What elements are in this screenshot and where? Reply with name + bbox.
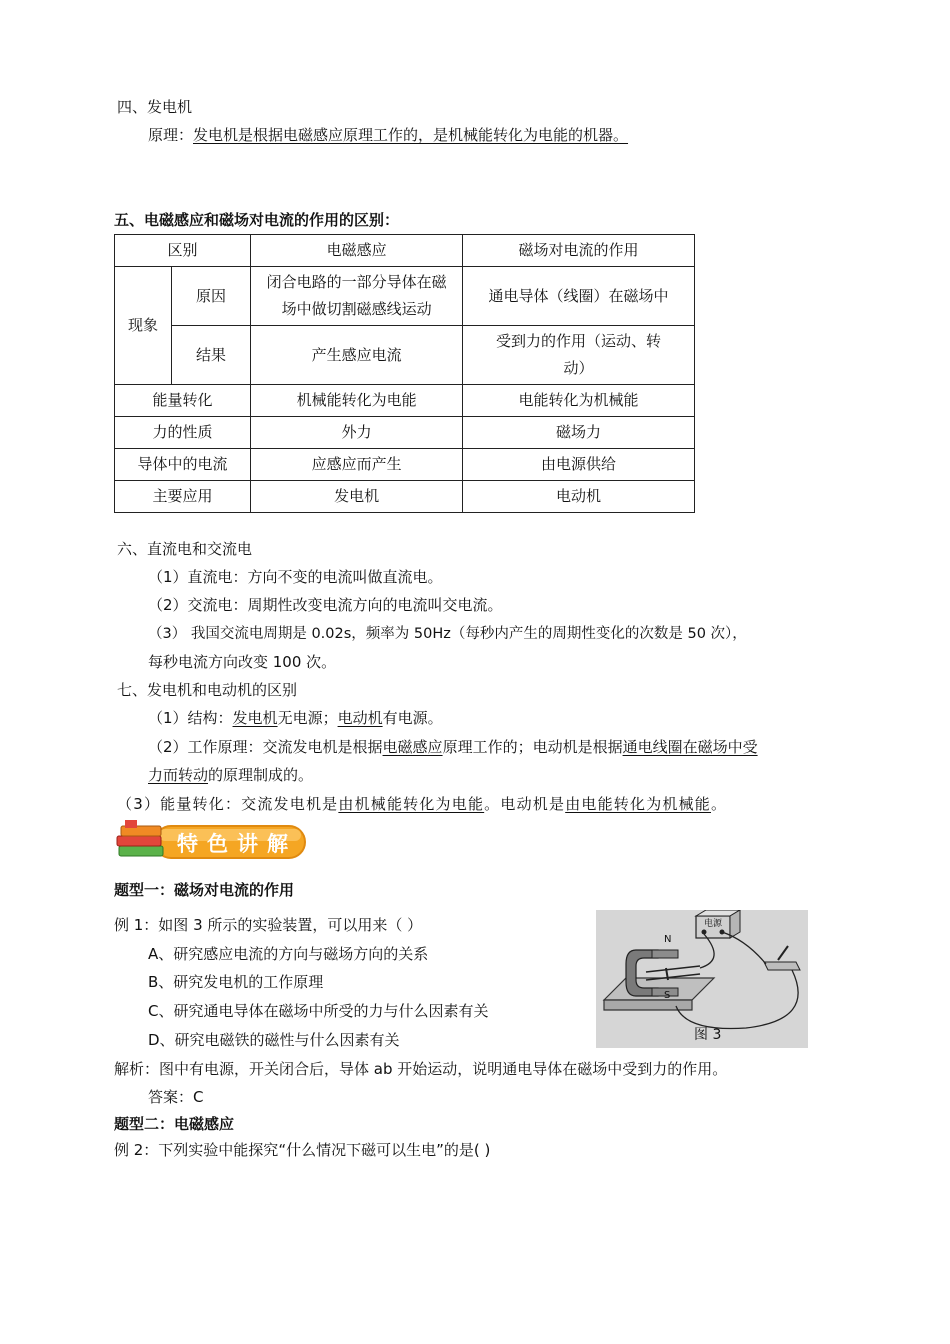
table-cell-phenomenon: 现象 bbox=[115, 267, 172, 385]
table-cell: 主要应用 bbox=[115, 481, 251, 513]
table-cell: 由电源供给 bbox=[463, 449, 695, 481]
sec6-item1: （1）直流电：方向不变的电流叫做直流电。 bbox=[148, 568, 443, 586]
q1-stem: 例 1：如图 3 所示的实验装置，可以用来（ ） bbox=[114, 916, 423, 934]
table-cell: 产生感应电流 bbox=[251, 326, 463, 385]
underline-motor: 电动机 bbox=[337, 709, 383, 727]
sec6-item3-line2: 每秒电流方向改变 100 次。 bbox=[148, 653, 337, 671]
figure-n-label: N bbox=[664, 934, 672, 945]
table-cell: 受到力的作用（运动、转动） bbox=[463, 326, 695, 385]
text-span: 。电动机是 bbox=[484, 795, 566, 813]
q1-option-a: A、研究感应电流的方向与磁场方向的关系 bbox=[148, 945, 429, 963]
table-cell: 发电机 bbox=[251, 481, 463, 513]
table-row bbox=[115, 326, 695, 385]
sec7-item1 bbox=[148, 707, 443, 728]
sec7-item2-line2 bbox=[148, 764, 313, 785]
table-cell: 闭合电路的一部分导体在磁场中做切割磁感线运动 bbox=[251, 267, 463, 326]
underline-text: 力而转动 bbox=[148, 766, 209, 784]
q1-option-c: C、研究通电导体在磁场中所受的力与什么因素有关 bbox=[148, 1002, 489, 1020]
text-span: （2）工作原理：交流发电机是根据 bbox=[148, 738, 383, 756]
table-cell: 电动机 bbox=[463, 481, 695, 513]
q2-type-title: 题型二：电磁感应 bbox=[114, 1115, 235, 1133]
sec7-title: 七、发电机和电动机的区别 bbox=[117, 681, 298, 699]
text-span: 的原理制成的。 bbox=[208, 766, 314, 784]
sec4-title: 四、发电机 bbox=[117, 98, 193, 116]
table-cell: 磁场力 bbox=[463, 417, 695, 449]
text-span: 无电源； bbox=[277, 709, 338, 727]
table-cell: 应感应而产生 bbox=[251, 449, 463, 481]
table-row bbox=[115, 481, 695, 513]
table-cell: 机械能转化为电能 bbox=[251, 385, 463, 417]
table-cell: 外力 bbox=[251, 417, 463, 449]
figure-power-label: 电源 bbox=[704, 919, 723, 929]
sec6-item2: （2）交流电：周期性改变电流方向的电流叫交电流。 bbox=[148, 596, 503, 614]
q1-option-d: D、研究电磁铁的磁性与什么因素有关 bbox=[148, 1031, 400, 1049]
table-cell-result-label: 结果 bbox=[172, 326, 251, 385]
table-row bbox=[115, 449, 695, 481]
q1-option-b: B、研究发电机的工作原理 bbox=[148, 973, 324, 991]
table-cell-cause-label: 原因 bbox=[172, 267, 251, 326]
figure-s-label: S bbox=[664, 990, 671, 1001]
text-span: （3）能量转化：交流发电机是 bbox=[117, 795, 339, 813]
table-row bbox=[115, 417, 695, 449]
sec5-title: 五、电磁感应和磁场对电流的作用的区别： bbox=[114, 211, 400, 229]
table-cell: 导体中的电流 bbox=[115, 449, 251, 481]
text-span: 。 bbox=[711, 795, 728, 813]
table-header-cell: 磁场对电流的作用 bbox=[463, 235, 695, 267]
sec6-title: 六、直流电和交流电 bbox=[117, 540, 253, 558]
table-cell: 力的性质 bbox=[115, 417, 251, 449]
q2-stem: 例 2：下列实验中能探究“什么情况下磁可以生电”的是( ) bbox=[114, 1141, 491, 1159]
sec6-item3-line1: （3） 我国交流电周期是 0.02s，频率为 50Hz（每秒内产生的周期性变化的次数是 50 次）， bbox=[148, 626, 747, 642]
feature-badge bbox=[115, 820, 310, 864]
badge-text: 特色讲解 bbox=[177, 832, 297, 856]
text-span: 原理工作的；电动机是根据 bbox=[442, 738, 623, 756]
table-cell: 能量转化 bbox=[115, 385, 251, 417]
table-row bbox=[115, 267, 695, 326]
table-cell: 通电导体（线圈）在磁场中 bbox=[463, 267, 695, 326]
text-span: （1）结构： bbox=[148, 709, 233, 727]
table-row bbox=[115, 235, 695, 267]
underline-text: 通电线圈在磁场中受 bbox=[622, 738, 758, 756]
principle-label: 原理： bbox=[148, 126, 194, 144]
sec7-item3 bbox=[117, 793, 727, 814]
text-span: 有电源。 bbox=[382, 709, 443, 727]
q1-analysis: 解析：图中有电源，开关闭合后，导体 ab 开始运动，说明通电导体在磁场中受到力的作用。 bbox=[114, 1060, 728, 1078]
underline-text: 电磁感应 bbox=[382, 738, 443, 756]
principle-text: 发电机是根据电磁感应原理工作的，是机械能转化为电能的机器。 bbox=[193, 126, 629, 144]
table-cell: 电能转化为机械能 bbox=[463, 385, 695, 417]
q1-type-title: 题型一：磁场对电流的作用 bbox=[114, 881, 295, 899]
underline-text: 由电能转化为机械能 bbox=[565, 795, 711, 813]
figure-3 bbox=[596, 910, 808, 1048]
table-header-cell: 区别 bbox=[115, 235, 251, 267]
sec4-principle bbox=[148, 124, 628, 145]
comparison-table bbox=[114, 234, 695, 513]
table-row bbox=[115, 385, 695, 417]
sec7-item2-line1 bbox=[148, 736, 758, 757]
underline-generator: 发电机 bbox=[232, 709, 278, 727]
table-header-cell: 电磁感应 bbox=[251, 235, 463, 267]
figure-caption: 图 3 bbox=[694, 1027, 722, 1043]
underline-text: 由机械能转化为电能 bbox=[338, 795, 485, 813]
q1-answer: 答案：C bbox=[148, 1088, 204, 1106]
